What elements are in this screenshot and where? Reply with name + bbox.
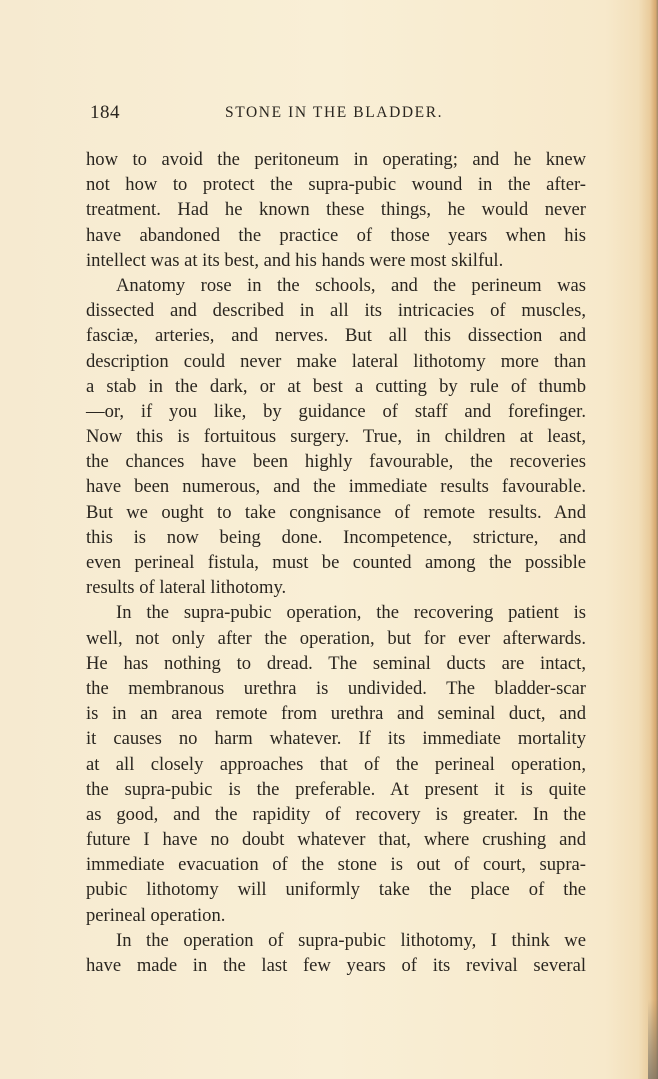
text-line: Now this is fortuitous surgery. True, in children at least, <box>86 426 586 448</box>
text-line: pubic lithotomy will uniformly take the place of the <box>86 879 586 901</box>
page-number: 184 <box>90 102 120 123</box>
body-text <box>86 147 586 978</box>
text-line: In the operation of supra-pubic lithotomy, I think we <box>116 929 586 951</box>
text-line: a stab in the dark, or at best a cutting by rule of thumb <box>86 375 586 397</box>
text-line: results of lateral lithotomy. <box>86 577 287 599</box>
text-line: well, not only after the operation, but for ever afterwards. <box>86 627 586 649</box>
text-line: have made in the last few years of its revival several <box>86 955 586 976</box>
page-header <box>90 102 590 126</box>
text-line: the supra-pubic is the preferable. At present it is quite <box>86 778 586 800</box>
text-line: description could never make lateral lithotomy more than <box>86 350 586 372</box>
running-head: STONE IN THE BLADDER. <box>225 104 444 121</box>
text-line: But we ought to take congnisance of remote results. And <box>86 501 586 523</box>
paragraph <box>86 928 586 978</box>
text-line: treatment. Had he known these things, he would never <box>86 199 586 221</box>
text-line: perineal operation. <box>86 904 226 926</box>
text-line: the membranous urethra is undivided. The bladder-scar <box>86 677 586 699</box>
paragraph <box>86 147 586 273</box>
text-line: fasciæ, arteries, and nerves. But all this dissection and <box>86 325 586 347</box>
text-line: intellect was at its best, and his hands were most skilful. <box>86 249 504 271</box>
text-line: dissected and described in all its intricacies of muscles, <box>86 300 586 322</box>
text-line: In the supra-pubic operation, the recovering patient is <box>116 602 586 624</box>
text-line: even perineal fistula, must be counted among the possible <box>86 552 586 573</box>
text-line: as good, and the rapidity of recovery is greater. In the <box>86 803 586 825</box>
paragraph <box>86 600 586 927</box>
text-line: have been numerous, and the immediate results favourable. <box>86 476 586 498</box>
text-line: He has nothing to dread. The seminal ducts are intact, <box>86 652 586 674</box>
text-line: have abandoned the practice of those years when his <box>86 224 586 246</box>
text-line: not how to protect the supra-pubic wound in the after- <box>86 174 586 196</box>
paragraph <box>86 273 586 600</box>
text-line: future I have no doubt whatever that, where crushing and <box>86 829 586 851</box>
text-line: Anatomy rose in the schools, and the perineum was <box>116 274 586 296</box>
page-corner-shadow <box>648 999 658 1079</box>
text-line: how to avoid the peritoneum in operating; and he knew <box>86 149 586 170</box>
text-line: this is now being done. Incompetence, stricture, and <box>86 526 586 548</box>
text-line: is in an area remote from urethra and seminal duct, and <box>86 703 586 725</box>
text-line: at all closely approaches that of the perineal operation, <box>86 753 586 775</box>
text-line: it causes no harm whatever. If its immediate mortality <box>86 728 586 750</box>
page-edge <box>650 0 658 1079</box>
text-line: the chances have been highly favourable, the recoveries <box>86 451 586 473</box>
text-line: —or, if you like, by guidance of staff and forefinger. <box>86 400 586 422</box>
text-line: immediate evacuation of the stone is out of court, supra- <box>86 854 586 876</box>
